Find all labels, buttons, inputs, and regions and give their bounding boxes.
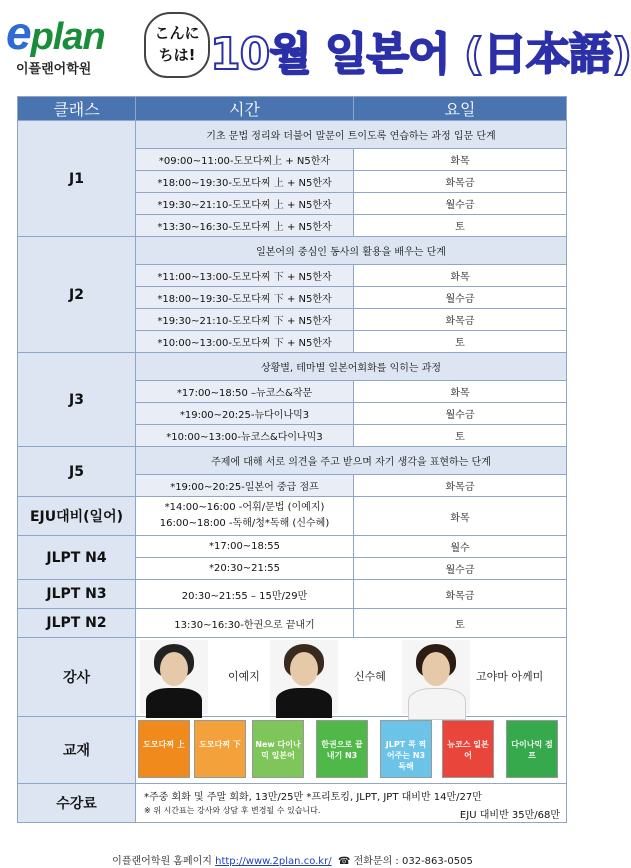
teachers-cell	[136, 638, 567, 717]
j2-day: 화목	[354, 265, 567, 287]
phone-icon: ☎	[337, 856, 351, 867]
j5-day: 화목금	[354, 475, 567, 497]
j3-day: 토	[354, 425, 567, 447]
eju-time-1: *14:00~16:00 -어휘/문법 (이예지)	[164, 502, 325, 513]
teacher-photo	[402, 640, 470, 714]
fee-cell	[136, 784, 567, 823]
book-cover	[316, 720, 368, 778]
j1-day: 토	[354, 215, 567, 237]
homepage-link[interactable]: http://www.2plan.co.kr/	[215, 856, 332, 867]
eju-time	[136, 497, 354, 536]
j1-time: *13:30~16:30-도모다찌 上 + N5한자	[136, 215, 354, 237]
page-header	[0, 0, 631, 92]
j3-time: *10:00~13:00-뉴코스&다이나믹3	[136, 425, 354, 447]
n2-time: 13:30~16:30-한권으로 끝내기	[136, 609, 354, 638]
book-title: New 다이나믹 일본어	[255, 740, 301, 760]
logo-e: e	[6, 7, 31, 59]
book-title: 뉴코스 일본어	[447, 740, 489, 760]
homepage-label: 이플랜어학원 홈페이지	[112, 856, 212, 867]
book-title: 한권으로 끝내기 N3	[321, 740, 363, 760]
logo-subtitle: 이플랜어학원	[16, 62, 92, 77]
teacher-photo	[270, 640, 338, 714]
logo-main: plan	[30, 16, 105, 58]
n4-time: *17:00~18:55	[136, 536, 354, 558]
j2-time: *11:00~13:00-도모다찌 下 + N5한자	[136, 265, 354, 287]
eju-day: 화목	[354, 497, 567, 536]
book-cover	[506, 720, 558, 778]
j1-time: *09:00~11:00-도모다찌上 + N5한자	[136, 149, 354, 171]
page-footer	[0, 852, 585, 867]
fee-notice: ※ 위 시간표는 강사와 상담 후 변경될 수 있습니다.	[144, 806, 321, 815]
class-j5: J5	[18, 447, 136, 497]
j2-day: 화목금	[354, 309, 567, 331]
j1-time: *18:00~19:30-도모다찌 上 + N5한자	[136, 171, 354, 193]
j1-day: 화목	[354, 149, 567, 171]
n3-day: 화목금	[354, 580, 567, 609]
j2-day: 월수금	[354, 287, 567, 309]
book-cover	[194, 720, 246, 778]
bubble-line-1: こんに	[154, 24, 200, 42]
bubble-line-2: ちは!	[158, 46, 196, 64]
book-cover	[380, 720, 432, 778]
class-j1-desc: 기초 문법 정리와 더불어 말문이 트이도록 연습하는 과정 입문 단계	[136, 121, 567, 149]
books-cell	[136, 717, 567, 784]
j2-time: *10:00~13:00-도모다찌 下 + N5한자	[136, 331, 354, 353]
schedule-table	[17, 96, 567, 823]
j1-day: 화목금	[354, 171, 567, 193]
phone-contact: 전화문의 : 032-863-0505	[353, 856, 473, 867]
header-class: 클래스	[18, 97, 136, 121]
j3-day: 화목	[354, 381, 567, 403]
n4-day: 월수	[354, 536, 567, 558]
class-j3: J3	[18, 353, 136, 447]
fee-eju: EJU 대비반 35만/68만	[459, 810, 560, 821]
teacher-name: 고야마 아께미	[476, 670, 544, 683]
teacher-name: 이예지	[228, 670, 260, 683]
eju-time-2: 16:00~18:00 -독해/청*독해 (신수혜)	[159, 518, 330, 529]
class-eju: EJU대비(일어)	[18, 497, 136, 536]
table-header-row	[18, 97, 567, 121]
n4-day: 월수금	[354, 558, 567, 580]
book-title: JLPT 콕 찍어주는 N3 독해	[385, 740, 427, 771]
class-j1: J1	[18, 121, 136, 237]
header-time: 시간	[136, 97, 354, 121]
j2-day: 토	[354, 331, 567, 353]
j2-time: *19:30~21:10-도모다찌 下 + N5한자	[136, 309, 354, 331]
class-j2-desc: 일본어의 중심인 동사의 활용을 배우는 단계	[136, 237, 567, 265]
eplan-logo	[6, 6, 141, 81]
books-label: 교재	[18, 717, 136, 784]
j3-day: 월수금	[354, 403, 567, 425]
fee-line-1: *주중 회화 및 주말 회화, 13만/25만 *프리토킹, JLPT, JPT 대비반 14만/27만	[144, 792, 482, 803]
book-title: 도모다찌 下	[199, 740, 241, 749]
n2-day: 토	[354, 609, 567, 638]
n4-time: *20:30~21:55	[136, 558, 354, 580]
class-j5-desc: 주제에 대해 서로 의견을 주고 받으며 자기 생각을 표현하는 단계	[136, 447, 567, 475]
teacher-photo	[140, 640, 208, 714]
teacher-name: 신수혜	[354, 670, 386, 683]
n3-time: 20:30~21:55 – 15만/29만	[136, 580, 354, 609]
book-cover	[138, 720, 190, 778]
j3-time: *19:00~20:25-뉴다이나믹3	[136, 403, 354, 425]
j2-time: *18:00~19:30-도모다찌 下 + N5한자	[136, 287, 354, 309]
book-cover	[442, 720, 494, 778]
class-jlpt-n2: JLPT N2	[18, 609, 136, 638]
book-title: 다이나믹 점프	[511, 740, 553, 760]
book-cover	[252, 720, 304, 778]
j5-time: *19:00~20:25-일본어 중급 점프	[136, 475, 354, 497]
page-title: 10월 일본어 (日本語)	[210, 29, 631, 80]
class-jlpt-n3: JLPT N3	[18, 580, 136, 609]
j1-day: 월수금	[354, 193, 567, 215]
book-title: 도모다찌 上	[143, 740, 185, 749]
book-strip	[136, 717, 566, 783]
greeting-bubble	[144, 12, 210, 78]
class-j3-desc: 상황별, 테마별 일본어회화를 익히는 과정	[136, 353, 567, 381]
header-day: 요일	[354, 97, 567, 121]
j3-time: *17:00~18:50 –뉴코스&작문	[136, 381, 354, 403]
teachers-label: 강사	[18, 638, 136, 717]
fee-label: 수강료	[18, 784, 136, 823]
j1-time: *19:30~21:10-도모다찌 上 + N5한자	[136, 193, 354, 215]
class-jlpt-n4: JLPT N4	[18, 536, 136, 580]
class-j2: J2	[18, 237, 136, 353]
